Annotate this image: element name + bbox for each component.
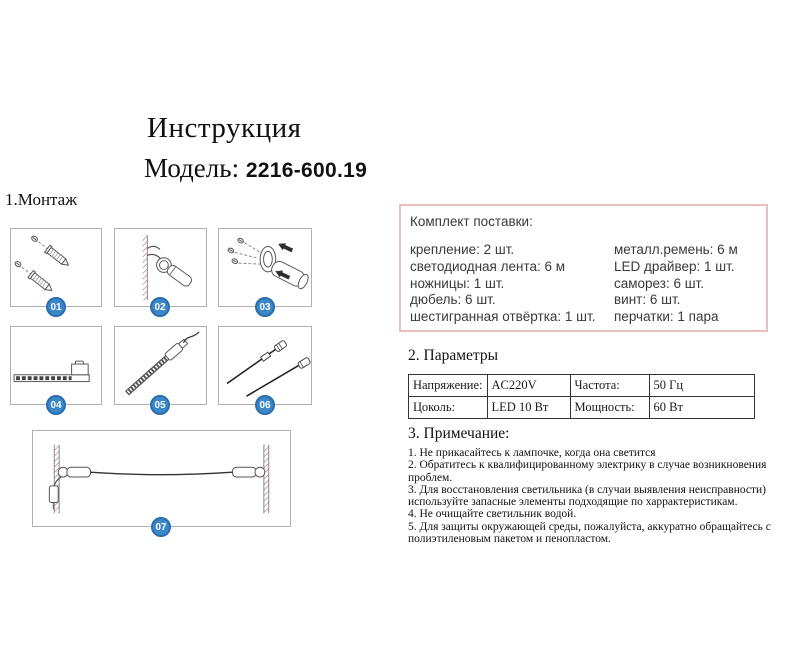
note-item: 3. Для восстановления светильника (в случаи выявления неисправности) используйте запасные элементы подходящие по харрактеристикам. — [408, 483, 766, 509]
cables-illustration — [219, 327, 311, 404]
kit-item: крепление: 2 шт. — [410, 242, 515, 257]
step-badge-05: 05 — [150, 395, 170, 415]
param-label: Частота: — [570, 375, 649, 397]
notes-heading: 3. Примечание: — [408, 425, 510, 442]
param-label: Напряжение: — [409, 375, 488, 397]
model-number: 2216-600.19 — [245, 159, 368, 182]
led-strip-illustration — [11, 327, 101, 404]
wall-mount-illustration — [115, 229, 206, 306]
kit-item: LED драйвер: 1 шт. — [614, 258, 735, 274]
kit-column-left — [410, 242, 614, 326]
kit-item: винт: 6 шт. — [614, 292, 681, 308]
param-value: AC220V — [487, 375, 570, 397]
model-label: Модель: — [144, 153, 240, 183]
kit-columns — [410, 242, 738, 326]
kit-item: саморез: 6 шт. — [614, 275, 704, 291]
montage-step-panel-02 — [114, 228, 207, 307]
montage-step-panel-01 — [10, 228, 102, 307]
table-row — [409, 375, 755, 397]
step-badge-07: 07 — [151, 517, 171, 537]
kit-column-right — [614, 242, 738, 326]
tube-connector-illustration — [115, 327, 206, 404]
flange-screws-illustration — [219, 229, 311, 306]
installed-lamp-illustration — [33, 431, 290, 526]
notes-list — [408, 447, 784, 545]
note-item: 2. Обратитесь к квалифицированному электрику в случае возникновения проблем. — [408, 459, 767, 484]
step-badge-02: 02 — [150, 297, 170, 317]
kit-item: перчатки: 1 пара — [614, 309, 719, 325]
step-badge-01: 01 — [46, 297, 66, 317]
montage-heading: 1.Монтаж — [5, 190, 77, 209]
kit-heading: Комплект поставки: — [410, 214, 533, 229]
parameters-heading: 2. Параметры — [408, 347, 499, 364]
note-item: 5. Для защиты окружающей среды, пожалуйста, аккуратно обращайтесь с полиэтиленовым пакетом и пенопластом. — [408, 520, 771, 546]
param-label: Мощность: — [570, 397, 649, 419]
parameters-table — [408, 374, 755, 419]
kit-item: шестигранная отвёртка: 1 шт. — [410, 309, 596, 325]
kit-item: светодиодная лента: 6 м — [410, 258, 566, 274]
montage-step-panel-04 — [10, 326, 102, 405]
anchors-screws-illustration — [11, 229, 101, 306]
kit-item: ножницы: 1 шт. — [410, 275, 505, 291]
param-label: Цоколь: — [409, 397, 488, 419]
note-item: 4. Не очищайте светильник водой. — [408, 508, 577, 521]
page-title: Инструкция — [147, 112, 302, 144]
table-row — [409, 397, 755, 419]
step-badge-06: 06 — [255, 395, 275, 415]
montage-step-panel-05 — [114, 326, 207, 405]
note-item: 1. Не прикасайтесь к лампочке, когда она светится — [408, 447, 656, 459]
montage-step-panel-03 — [218, 228, 312, 307]
param-value: 60 Вт — [649, 397, 754, 419]
kit-contents-box — [399, 204, 768, 332]
param-value: 50 Гц — [649, 375, 754, 397]
step-badge-03: 03 — [255, 297, 275, 317]
kit-item: дюбель: 6 шт. — [410, 292, 496, 308]
montage-step-panel-06 — [218, 326, 312, 405]
montage-step-panel-07 — [32, 430, 291, 527]
kit-item: металл.ремень: 6 м — [614, 242, 738, 257]
param-value: LED 10 Вт — [487, 397, 570, 419]
model-line — [144, 153, 367, 184]
step-badge-04: 04 — [46, 395, 66, 415]
